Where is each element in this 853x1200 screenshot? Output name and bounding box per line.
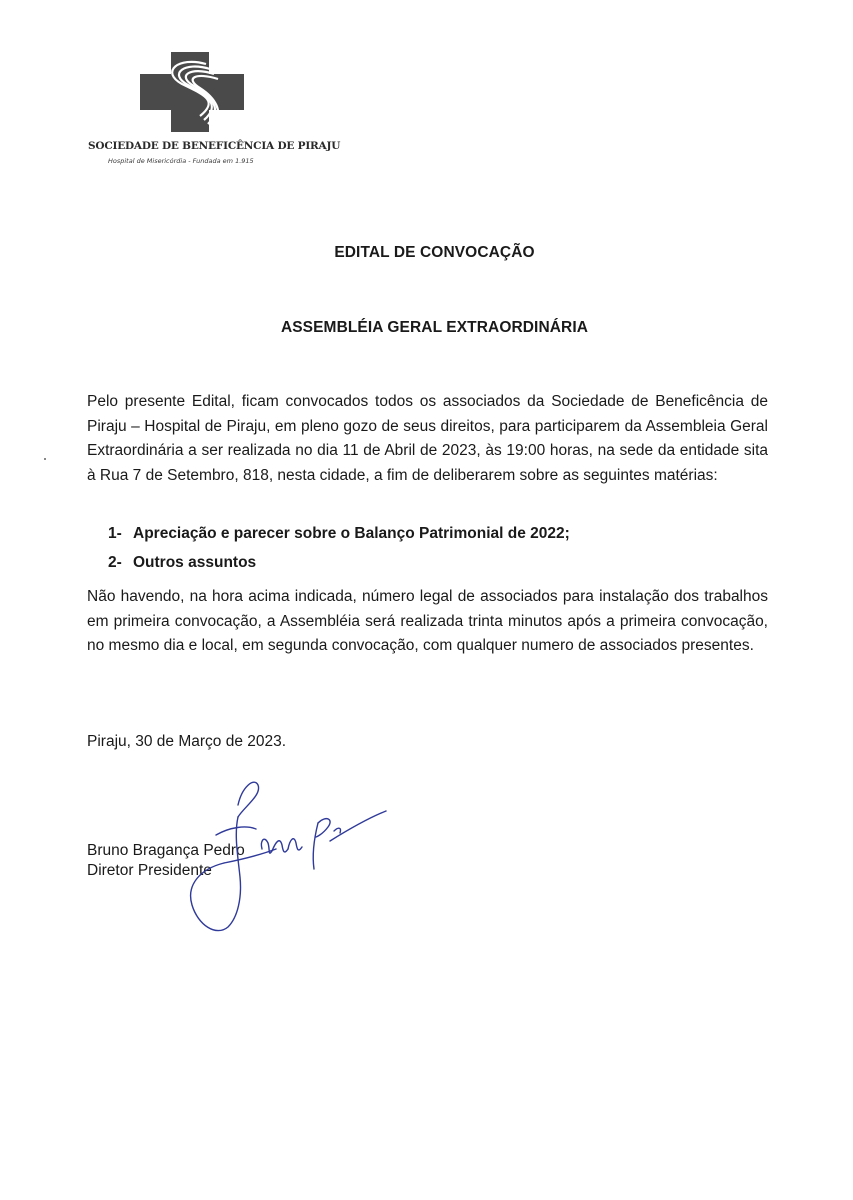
intro-paragraph: Pelo presente Edital, ficam convocados todos os associados da Sociedade de Beneficência de Piraju – Hospital de Piraju, em pleno gozo de seus direitos, para participarem da Assembleia Geral Extraordinária a ser realizada no dia 11 de Abril de 2023, às 19:00 horas, na sede da entidade sita à Rua 7 de Setembro, 818, nesta cidade, a fim de deliberarem sobre as seguintes matérias: — [87, 393, 768, 484]
signer-name: Bruno Bragança Pedro — [87, 842, 245, 859]
scan-speck — [44, 458, 46, 460]
agenda-item-number: 1- — [108, 525, 122, 542]
agenda-item-text: Outros assuntos — [133, 554, 257, 571]
place-date: Piraju, 30 de Março de 2023. — [87, 733, 287, 750]
document-subtitle: ASSEMBLÉIA GERAL EXTRAORDINÁRIA — [280, 319, 589, 336]
agenda-item — [108, 553, 570, 582]
organization-logo — [88, 50, 341, 180]
organization-name: SOCIEDADE DE BENEFICÊNCIA DE PIRAJU — [88, 140, 341, 152]
handwritten-signature-icon — [180, 765, 400, 940]
agenda-item-text: Apreciação e parecer sobre o Balanço Patrimonial de 2022; — [133, 525, 570, 542]
logo-emblem-icon — [138, 50, 248, 135]
notice-paragraph: Não havendo, na hora acima indicada, número legal de associados para instalação dos trabalhos em primeira convocação, a Assembléia será realizada trinta minutos após a primeira convocação, no mesmo dia e local, em segunda convocação, com qualquer numero de associados presentes. — [87, 588, 768, 655]
signer-role: Diretor Presidente — [87, 862, 212, 879]
document-title: EDITAL DE CONVOCAÇÃO — [334, 244, 535, 261]
agenda-item — [108, 524, 570, 553]
agenda-list — [108, 524, 570, 582]
agenda-item-number: 2- — [108, 554, 122, 571]
organization-tagline: Hospital de Misericórdia - Fundada em 1.915 — [108, 157, 254, 165]
